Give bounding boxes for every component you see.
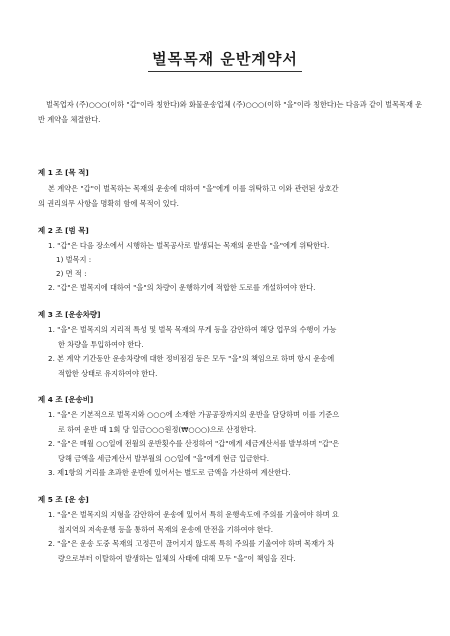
article-2-line-3: 2) 면 적 :: [56, 269, 87, 278]
article-1-line-2: 의 권리의무 사항을 명확히 함에 목적이 있다.: [38, 199, 179, 208]
article-4-line-5: 3. 제1항의 거리를 초과한 운반에 있어서는 별도로 금액을 가산하여 계산한다.: [48, 468, 291, 477]
article-5-line-2: 철지역의 저속운행 등을 통하여 목재의 운송에 만전을 기하여야 한다.: [58, 525, 273, 534]
article-1-heading: 제 1 조 [목 적]: [38, 168, 89, 177]
article-3-line-2: 한 차량을 투입하여야 한다.: [58, 340, 144, 349]
article-4-heading: 제 4 조 [운송비]: [38, 395, 94, 404]
article-2-line-1: 1. "갑"은 다음 장소에서 시행하는 벌목공사로 발생되는 목재의 운반을 "을"에게 위탁한다.: [48, 241, 330, 250]
article-4-line-2: 로 하여 운반 때 1회 당 일금○○○원정(₩○○○)으로 산정한다.: [58, 425, 257, 434]
intro-paragraph: 벌목업자 (주)○○○(이하 "갑"이라 칭한다)와 화물운송업체 (주)○○○(이하 "을"이라 칭한다)는 다음과 같이 벌목목재 운반 계약을 체결한다.: [38, 100, 423, 124]
article-4-line-1: 1. "을"은 기본적으로 벌목지와 ○○○에 소재한 가공공장까지의 운반을 담당하며 이를 기준으: [48, 410, 340, 419]
article-5-line-1: 1. "을"은 벌목지의 지형을 감안하여 운송에 있어서 특히 운행속도에 주의를 기울여야 하며 요: [48, 510, 339, 519]
article-5-heading: 제 5 조 [운 송]: [38, 495, 89, 504]
article-3-heading: 제 3 조 [운송차량]: [38, 310, 101, 319]
article-4-line-4: 당해 금액을 세금계산서 발부월의 ○○일에 "을"에게 현금 입금한다.: [58, 454, 270, 463]
article-3-line-3: 2. 본 계약 기간동안 운송차량에 대한 정비점검 등은 모두 "을"의 책임으로 하며 항시 운송에: [48, 354, 335, 363]
article-2-heading: 제 2 조 [범 목]: [38, 226, 89, 235]
article-5-line-4: 량으로부터 이탈하여 발생하는 일체의 사태에 대해 모두 "을"이 책임을 진다.: [58, 554, 296, 563]
article-1-line-1: 본 계약은 "갑"이 벌목하는 목재의 운송에 대하여 "을"에게 이를 위탁하고 이와 관련된 상호간: [48, 184, 339, 193]
article-2-line-4: 2. "갑"은 벌목지에 대하여 "을"의 차량이 운행하기에 적합한 도로를 개설하여야 한다.: [48, 283, 316, 292]
article-4-line-3: 2. "을"은 매월 ○○일에 전월의 운반횟수를 산정하여 "갑"에게 세금계산서를 발부하며 "갑"은: [48, 439, 340, 448]
document-title: 벌목목재 운반계약서: [152, 50, 298, 68]
article-3-line-4: 적합한 상태로 유지하여야 한다.: [58, 369, 158, 378]
article-5-line-3: 2. "을"은 운송 도중 목재의 고정끈이 끊어지지 않도록 특히 주의를 기울여야 하며 목재가 차: [48, 539, 335, 548]
article-3-line-1: 1. "을"은 벌목지의 지리적 특성 및 벌목 목재의 무게 등을 감안하여 해당 업무의 수행이 가능: [48, 325, 337, 334]
article-2-line-2: 1) 벌목지 :: [56, 255, 92, 264]
title-underline: [148, 71, 302, 72]
